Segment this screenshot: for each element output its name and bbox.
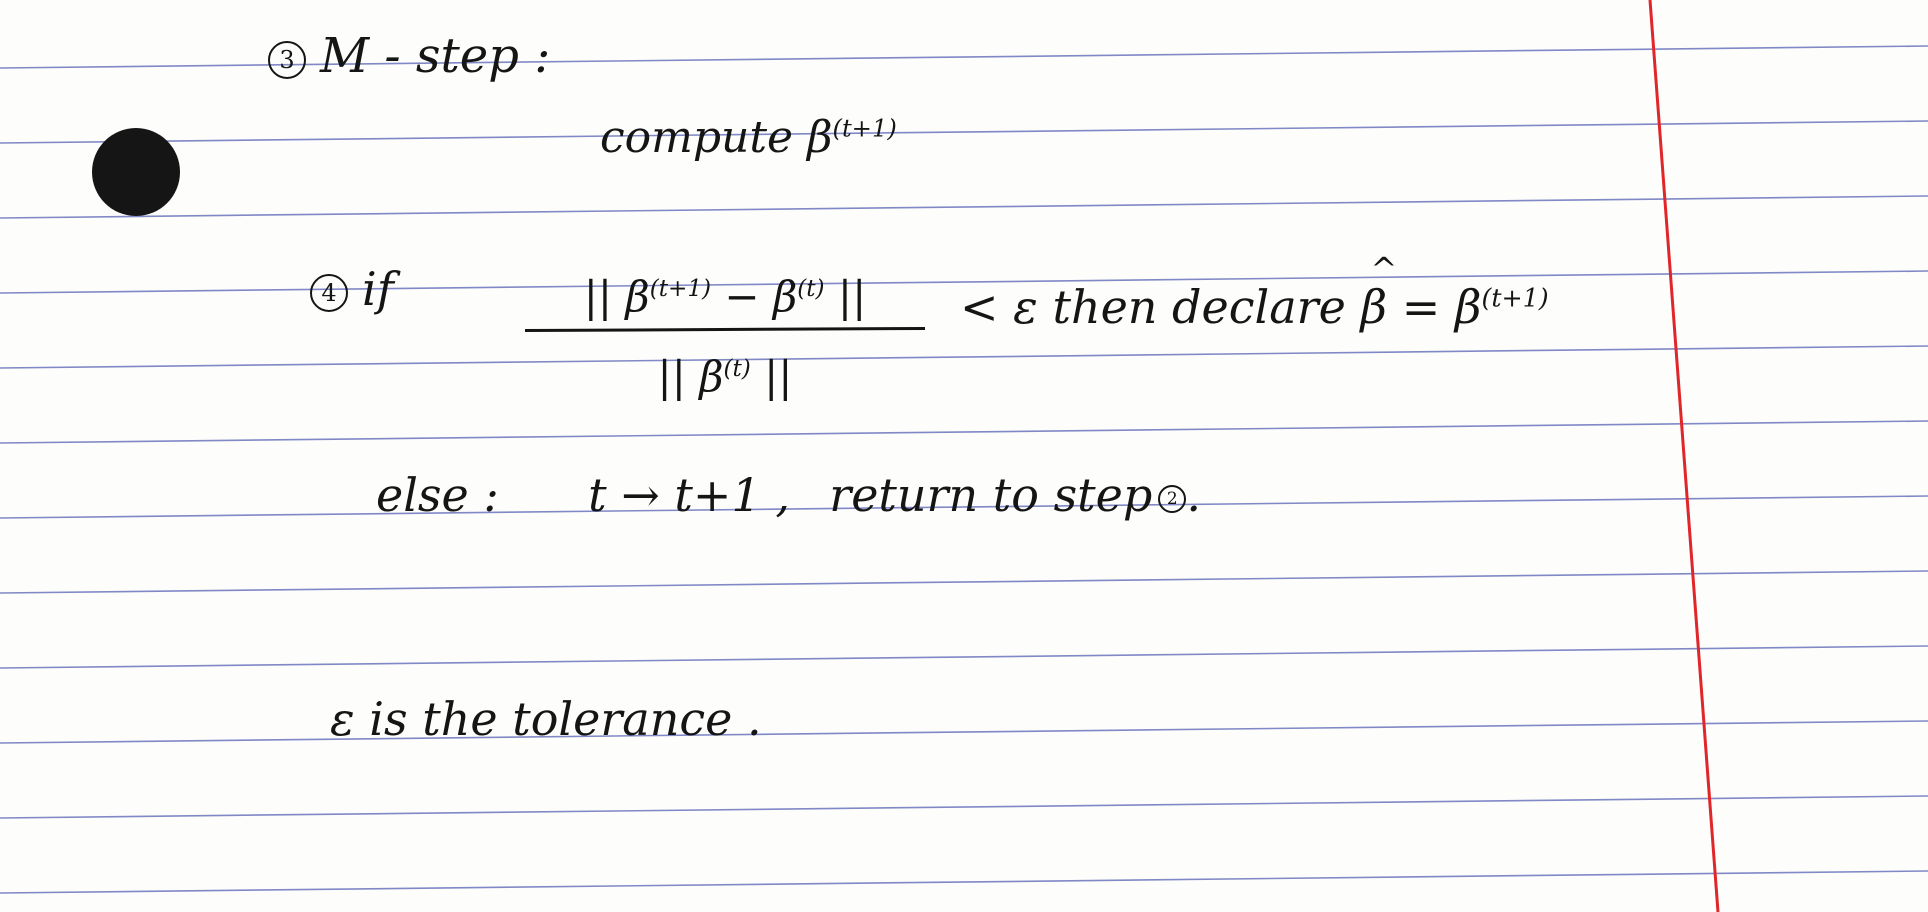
rule-line (0, 721, 1928, 743)
else-update: t → t+1 , (588, 468, 790, 522)
rule-line (0, 421, 1928, 443)
fraction-numerator (525, 272, 925, 321)
fraction-bar (525, 327, 925, 332)
num-minus: − β (711, 272, 798, 321)
step4-condition (960, 280, 1549, 334)
step4-if (310, 262, 394, 316)
beta-hat: ^ β (1360, 280, 1387, 334)
num-close: || (824, 272, 867, 321)
step3-body-sup: (t+1) (832, 114, 897, 143)
den-close: || (750, 352, 793, 401)
step4-marker: 4 (310, 274, 348, 312)
step3-body (600, 112, 897, 163)
step3-body-text: compute β (600, 112, 833, 163)
condition-text: < ε then declare (960, 280, 1346, 334)
rule-line (0, 796, 1928, 818)
step4-if-word: if (362, 262, 394, 316)
tolerance-line: ε is the tolerance . (330, 692, 762, 746)
rule-line (0, 121, 1928, 143)
else-end: . (1186, 468, 1201, 522)
rule-line (0, 196, 1928, 218)
fraction-denominator (525, 352, 925, 401)
num-left: || β (583, 272, 650, 321)
rule-line (0, 871, 1928, 893)
num-left-sup: (t+1) (649, 276, 712, 302)
num-right-sup: (t) (797, 276, 825, 302)
result-sup: (t+1) (1481, 283, 1549, 313)
rule-line (0, 571, 1928, 593)
convergence-fraction (525, 272, 925, 432)
step3-label: M - step : (320, 28, 551, 84)
margin-line (1650, 0, 1718, 912)
punch-hole (92, 128, 180, 216)
rule-line (0, 346, 1928, 368)
den-sup: (t) (723, 356, 751, 382)
den-left: || β (657, 352, 724, 401)
step3-heading (268, 28, 550, 84)
else-label: else : (376, 468, 499, 522)
else-line (376, 468, 1201, 522)
result-equals: = β (1401, 280, 1482, 334)
step3-marker: 3 (268, 41, 306, 79)
else-action: return to step (829, 468, 1153, 522)
step-ref-marker: 2 (1158, 485, 1186, 513)
rule-line (0, 646, 1928, 668)
